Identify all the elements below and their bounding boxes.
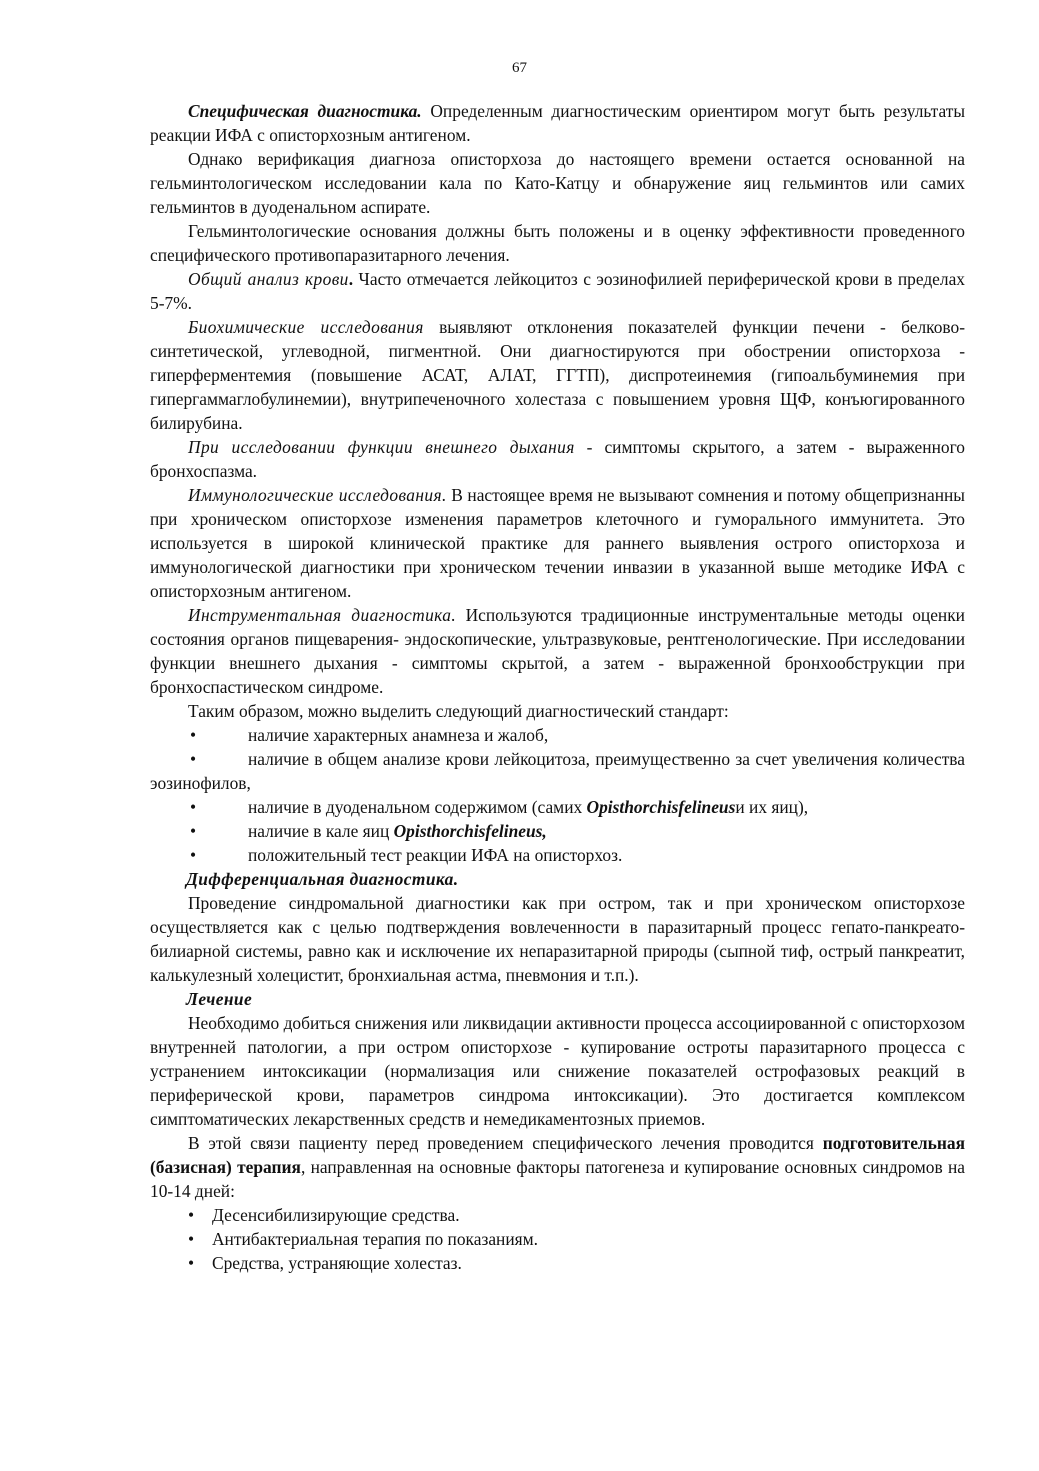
section-lead: Биохимические исследования	[188, 317, 424, 337]
paragraph-verification: Однако верификация диагноза описторхоза до настоящего времени остается основанной на гельминтологическом исследовании кала по Като-Катцу и обнаружение яиц гельминтов или самих гельминтов в дуоденальном аспирате.	[150, 149, 965, 217]
paragraph-text: , направленная на основные факторы патогенеза и купирование основных синдромов на 10-14 дней:	[150, 1157, 965, 1201]
paragraph-instrumental	[150, 603, 965, 699]
list-item-text: наличие характерных анамнеза и жалоб,	[248, 725, 549, 745]
heading-treatment: Лечение	[186, 989, 253, 1009]
paragraph-specific-diagnostics	[150, 99, 965, 147]
paragraph-treatment-goals: Необходимо добиться снижения или ликвидации активности процесса ассоциированной с описторхозом внутренней патологии, а при остром описторхозе - купирование остроты паразитарного процесса с устранением интоксикации (нормализация или снижение показателей острофазовых реакций в периферической крови, параметров синдрома интоксикации). Это достигается комплексом симптоматических лекарственных средств и немедикаментозных приемов.	[150, 1013, 965, 1129]
bullet-icon: •	[190, 749, 197, 769]
list-item-text: и их яиц),	[735, 797, 809, 817]
paragraph-respiratory	[150, 435, 965, 483]
list-item-text: положительный тест реакции ИФА на описторхоз.	[248, 845, 623, 865]
list-item	[150, 1251, 965, 1275]
list-item	[150, 819, 965, 843]
list-item	[150, 1227, 965, 1251]
heading-differential-diagnostics: Дифференциальная диагностика.	[186, 869, 459, 889]
bullet-icon: •	[190, 845, 197, 865]
paragraph-text: В этой связи пациенту перед проведением специфического лечения проводится	[188, 1133, 823, 1153]
paragraph-helminth-basis: Гельминтологические основания должны быть положены и в оценку эффективности проведенного специфического противопаразитарного лечения.	[150, 221, 965, 265]
section-lead: Инструментальная диагностика.	[188, 605, 457, 625]
emphasis-term: подготовительная (базисная) терапия	[150, 1133, 965, 1177]
paragraph-differential: Проведение синдромальной диагностики как при остром, так и при хроническом описторхозе осуществляется как с целью подтверждения вовлеченности в паразитарный процесс гепато-панкреато-билиарной системы, равно как и исключение их непаразитарной природы (сыпной тиф, острый панкреатит, калькулезный холецистит, бронхиальная астма, пневмония и т.п.).	[150, 893, 965, 985]
paragraph-text: выявляют отклонения показателей функции печени - белково-синтетической, углеводной, пигментной. Они диагностируются при обострении описторхоза - гиперферментемия (повышение АСАТ, АЛАТ, ГГТП), диспротеинемия (гипоальбуминемия при гипергаммаглобулинемии), внутрипеченочного холестаза с повышением уровня ЩФ, конъюгированного билирубина.	[150, 317, 965, 433]
paragraph-text: - симптомы скрытого, а затем - выраженного бронхоспазма.	[150, 437, 965, 481]
section-lead: Общий анализ крови	[188, 269, 349, 289]
page-number: 67	[512, 60, 527, 76]
paragraph-text: Определенным диагностическим ориентиром могут быть результаты реакции ИФА с описторхозным антигеном.	[150, 101, 966, 145]
list-item-text: наличие в дуоденальном содержимом (самих	[248, 797, 587, 817]
paragraph-text: Используются традиционные инструментальные методы оценки состояния органов пищеварения- эндоскопические, ультразвуковые, рентгенологические. При исследовании функции внешнего дыхания - симптомы скрытой, а затем - выраженной бронхообструкции при бронхоспастическом синдроме.	[150, 605, 965, 697]
paragraph-biochemical	[150, 315, 965, 435]
list-item	[150, 1203, 965, 1227]
bullet-icon: •	[188, 1253, 195, 1273]
list-item	[150, 843, 965, 867]
document-body	[150, 99, 965, 1275]
bullet-icon: •	[190, 797, 197, 817]
species-name: Opisthorchisfelineus,	[393, 821, 547, 841]
bullet-icon: •	[188, 1229, 195, 1249]
paragraph-text: В настоящее время не вызывают сомнения и потому общепризнанны при хроническом описторхозе изменения параметров клеточного и гуморального иммунитета. Это используется в широкой клинической практике для раннего выявления острого описторхоза и иммунологической диагностики при хроническом течении инвазии в указанной выше методике ИФА с описторхозным антигеном.	[150, 485, 965, 601]
list-item-text: наличие в кале яиц	[248, 821, 394, 841]
list-item-text: Десенсибилизирующие средства.	[212, 1205, 460, 1225]
section-lead: При исследовании функции внешнего дыхания	[188, 437, 575, 457]
list-item	[150, 795, 965, 819]
paragraph-basic-therapy	[150, 1131, 965, 1203]
list-item-text: наличие в общем анализе крови лейкоцитоза, преимущественно за счет увеличения количества эозинофилов,	[150, 749, 965, 793]
list-item-text: Средства, устраняющие холестаз.	[212, 1253, 462, 1273]
bullet-icon: •	[188, 1205, 195, 1225]
bullet-icon: •	[190, 725, 197, 745]
list-item	[150, 747, 965, 795]
species-name: Opisthorchisfelineus	[586, 797, 736, 817]
section-lead: Специфическая диагностика.	[188, 101, 422, 121]
list-item	[150, 723, 965, 747]
paragraph-standard-intro: Таким образом, можно выделить следующий диагностический стандарт:	[188, 701, 729, 721]
paragraph-blood-analysis	[150, 267, 965, 315]
list-item-text: Антибактериальная терапия по показаниям.	[212, 1229, 539, 1249]
section-lead: Иммунологические исследования.	[188, 485, 447, 505]
lead-dot: .	[348, 269, 354, 289]
bullet-icon: •	[190, 821, 197, 841]
paragraph-text: Часто отмечается лейкоцитоз с эозинофилией периферической крови в пределах 5-7%.	[150, 269, 965, 313]
paragraph-immunological	[150, 483, 965, 603]
